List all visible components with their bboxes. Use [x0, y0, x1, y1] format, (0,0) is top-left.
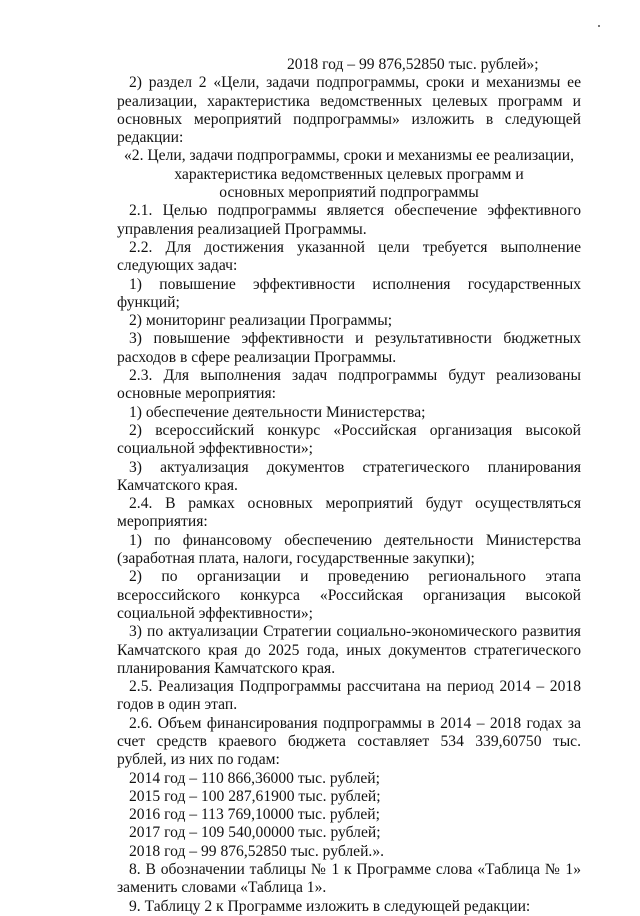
measure-item-3: 3) по актуализации Стратегии социально-экономического развития Камчатского края до 2025 года, иных документов стратегического планирования Камчатского края. — [117, 623, 581, 677]
budget-line-2017: 2017 год – 109 540,00000 тыс. рублей; — [129, 824, 381, 842]
task-item-1: 1) повышение эффективности исполнения государственных функций; — [117, 275, 581, 311]
activity-item-3: 3) актуализация документов стратегического планирования Камчатского края. — [117, 458, 581, 494]
budget-line-2015: 2015 год – 100 287,61900 тыс. рублей; — [129, 787, 381, 805]
document-body — [117, 56, 581, 916]
budget-line-2016: 2016 год – 113 769,10000 тыс. рублей; — [129, 806, 380, 824]
heading-line-1: «2. Цели, задачи подпрограммы, сроки и механизмы ее реализации, — [124, 147, 574, 165]
task-item-2: 2) мониторинг реализации Программы; — [129, 312, 393, 330]
heading-line-3: основных мероприятий подпрограммы — [219, 184, 479, 202]
paragraph-8: 8. В обозначении таблицы № 1 к Программе слова «Таблица № 1» заменить словами «Таблица 1». — [117, 861, 581, 897]
paragraph-2-1: 2.1. Целью подпрограммы является обеспечение эффективного управления реализацией Программы. — [117, 202, 581, 238]
paragraph-section-2: 2) раздел 2 «Цели, задачи подпрограммы, сроки и механизмы ее реализации, характеристика ведомственных целевых программ и основных мероприятий подпрограммы» изложить в следующей редакции: — [117, 74, 581, 147]
activity-item-2: 2) всероссийский конкурс «Российская организация высокой социальной эффективности»; — [117, 421, 581, 458]
heading-line-2: характеристика ведомственных целевых программ и — [174, 165, 524, 183]
budget-line-2018-prev: 2018 год – 99 876,52850 тыс. рублей»; — [287, 56, 539, 73]
paragraph-2-5: 2.5. Реализация Подпрограммы рассчитана на период 2014 – 2018 годов в один этап. — [117, 678, 581, 714]
task-item-3: 3) повышение эффективности и результативности бюджетных расходов в сфере реализации Программы. — [117, 330, 581, 366]
paragraph-2-3: 2.3. Для выполнения задач подпрограммы будут реализованы основные мероприятия: — [117, 367, 581, 403]
activity-item-1: 1) обеспечение деятельности Министерства; — [129, 403, 426, 421]
paragraph-2-2: 2.2. Для достижения указанной цели требуется выполнение следующих задач: — [117, 238, 581, 275]
measure-item-1: 1) по финансовому обеспечению деятельности Министерства (заработная плата, налоги, государственные закупки); — [117, 531, 581, 568]
paragraph-9: 9. Таблицу 2 к Программе изложить в следующей редакции: — [129, 897, 531, 915]
paragraph-2-6: 2.6. Объем финансирования подпрограммы в 2014 – 2018 годах за счет средств краевого бюджета составляет 534 339,60750 тыс. рублей, из них по годам: — [117, 714, 581, 769]
measure-item-2: 2) по организации и проведению регионального этапа всероссийского конкурса «Российская организация высокой социальной эффективности»; — [117, 568, 581, 622]
paragraph-2-4: 2.4. В рамках основных мероприятий будут осуществляться мероприятия: — [117, 495, 581, 531]
scan-speck — [598, 25, 600, 27]
budget-line-2018: 2018 год – 99 876,52850 тыс. рублей.». — [129, 842, 385, 860]
budget-line-2014: 2014 год – 110 866,36000 тыс. рублей; — [129, 769, 380, 787]
